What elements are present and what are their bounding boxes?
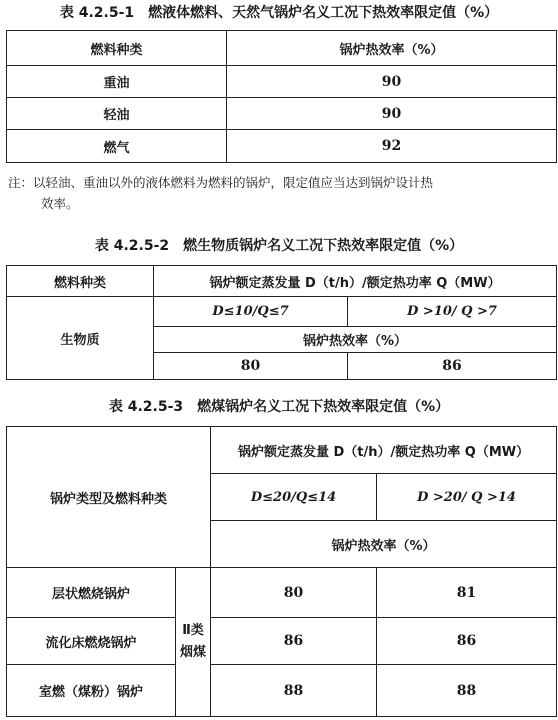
table-row <box>7 665 557 717</box>
table-row <box>7 130 557 163</box>
table1-header-fuel: 燃料种类 <box>7 31 227 66</box>
fuel-cell: 重油 <box>7 66 227 98</box>
fuel-cell: 轻油 <box>7 98 227 130</box>
efficiency-cell: 88 <box>377 665 557 717</box>
table2-fuel-biomass: 生物质 <box>7 297 154 380</box>
table1 <box>6 30 557 163</box>
table-row <box>7 98 557 130</box>
boiler-type-cell: 层状燃烧锅炉 <box>7 568 176 618</box>
efficiency-cell: 86 <box>377 618 557 665</box>
table-row <box>7 618 557 665</box>
table1-caption: 表 4.2.5-1 燃液体燃料、天然气锅炉名义工况下热效率限定值（%） <box>59 5 499 21</box>
table3-efficiency-header: 锅炉热效率（%） <box>211 521 557 568</box>
table1-header-efficiency: 锅炉热效率（%） <box>227 31 557 66</box>
table2 <box>6 265 557 380</box>
table3-caption: 表 4.2.5-3 燃煤锅炉名义工况下热效率限定值（%） <box>108 399 450 415</box>
table3-capacity-header: 锅炉额定蒸发量 D（t/h）/额定热功率 Q（MW） <box>211 427 557 474</box>
table2-cond-high: D >10/ Q >7 <box>348 297 557 327</box>
table3-cond-high: D >20/ Q >14 <box>377 474 557 521</box>
table2-capacity-header: 锅炉额定蒸发量 D（t/h）/额定热功率 Q（MW） <box>154 266 557 297</box>
efficiency-cell: 80 <box>154 353 348 380</box>
boiler-type-cell: 流化床燃烧锅炉 <box>7 618 176 665</box>
boiler-type-cell: 室燃（煤粉）锅炉 <box>7 665 176 717</box>
table1-note <box>8 172 556 214</box>
efficiency-cell: 86 <box>211 618 377 665</box>
efficiency-cell: 81 <box>377 568 557 618</box>
efficiency-cell: 88 <box>211 665 377 717</box>
table-row <box>7 568 557 618</box>
table3 <box>6 426 557 717</box>
table2-header-fuel: 燃料种类 <box>7 266 154 297</box>
efficiency-cell: 86 <box>348 353 557 380</box>
note-line-2: 效率。 <box>41 196 79 211</box>
table2-efficiency-header: 锅炉热效率（%） <box>154 327 557 353</box>
efficiency-cell: 92 <box>227 130 557 163</box>
table2-caption: 表 4.2.5-2 燃生物质锅炉名义工况下热效率限定值（%） <box>94 238 464 254</box>
fuel-cell: 燃气 <box>7 130 227 163</box>
note-line-1: 注：以轻油、重油以外的液体燃料为燃料的锅炉，限定值应当达到锅炉设计热 <box>8 175 434 190</box>
table2-cond-low: D≤10/Q≤7 <box>154 297 348 327</box>
efficiency-cell: 90 <box>227 98 557 130</box>
table-row <box>7 66 557 98</box>
table3-type-header: 锅炉类型及燃料种类 <box>7 427 211 568</box>
efficiency-cell: 80 <box>211 568 377 618</box>
efficiency-cell: 90 <box>227 66 557 98</box>
table3-cond-low: D≤20/Q≤14 <box>211 474 377 521</box>
table3-coal-type: Ⅱ类烟煤 <box>176 568 211 717</box>
